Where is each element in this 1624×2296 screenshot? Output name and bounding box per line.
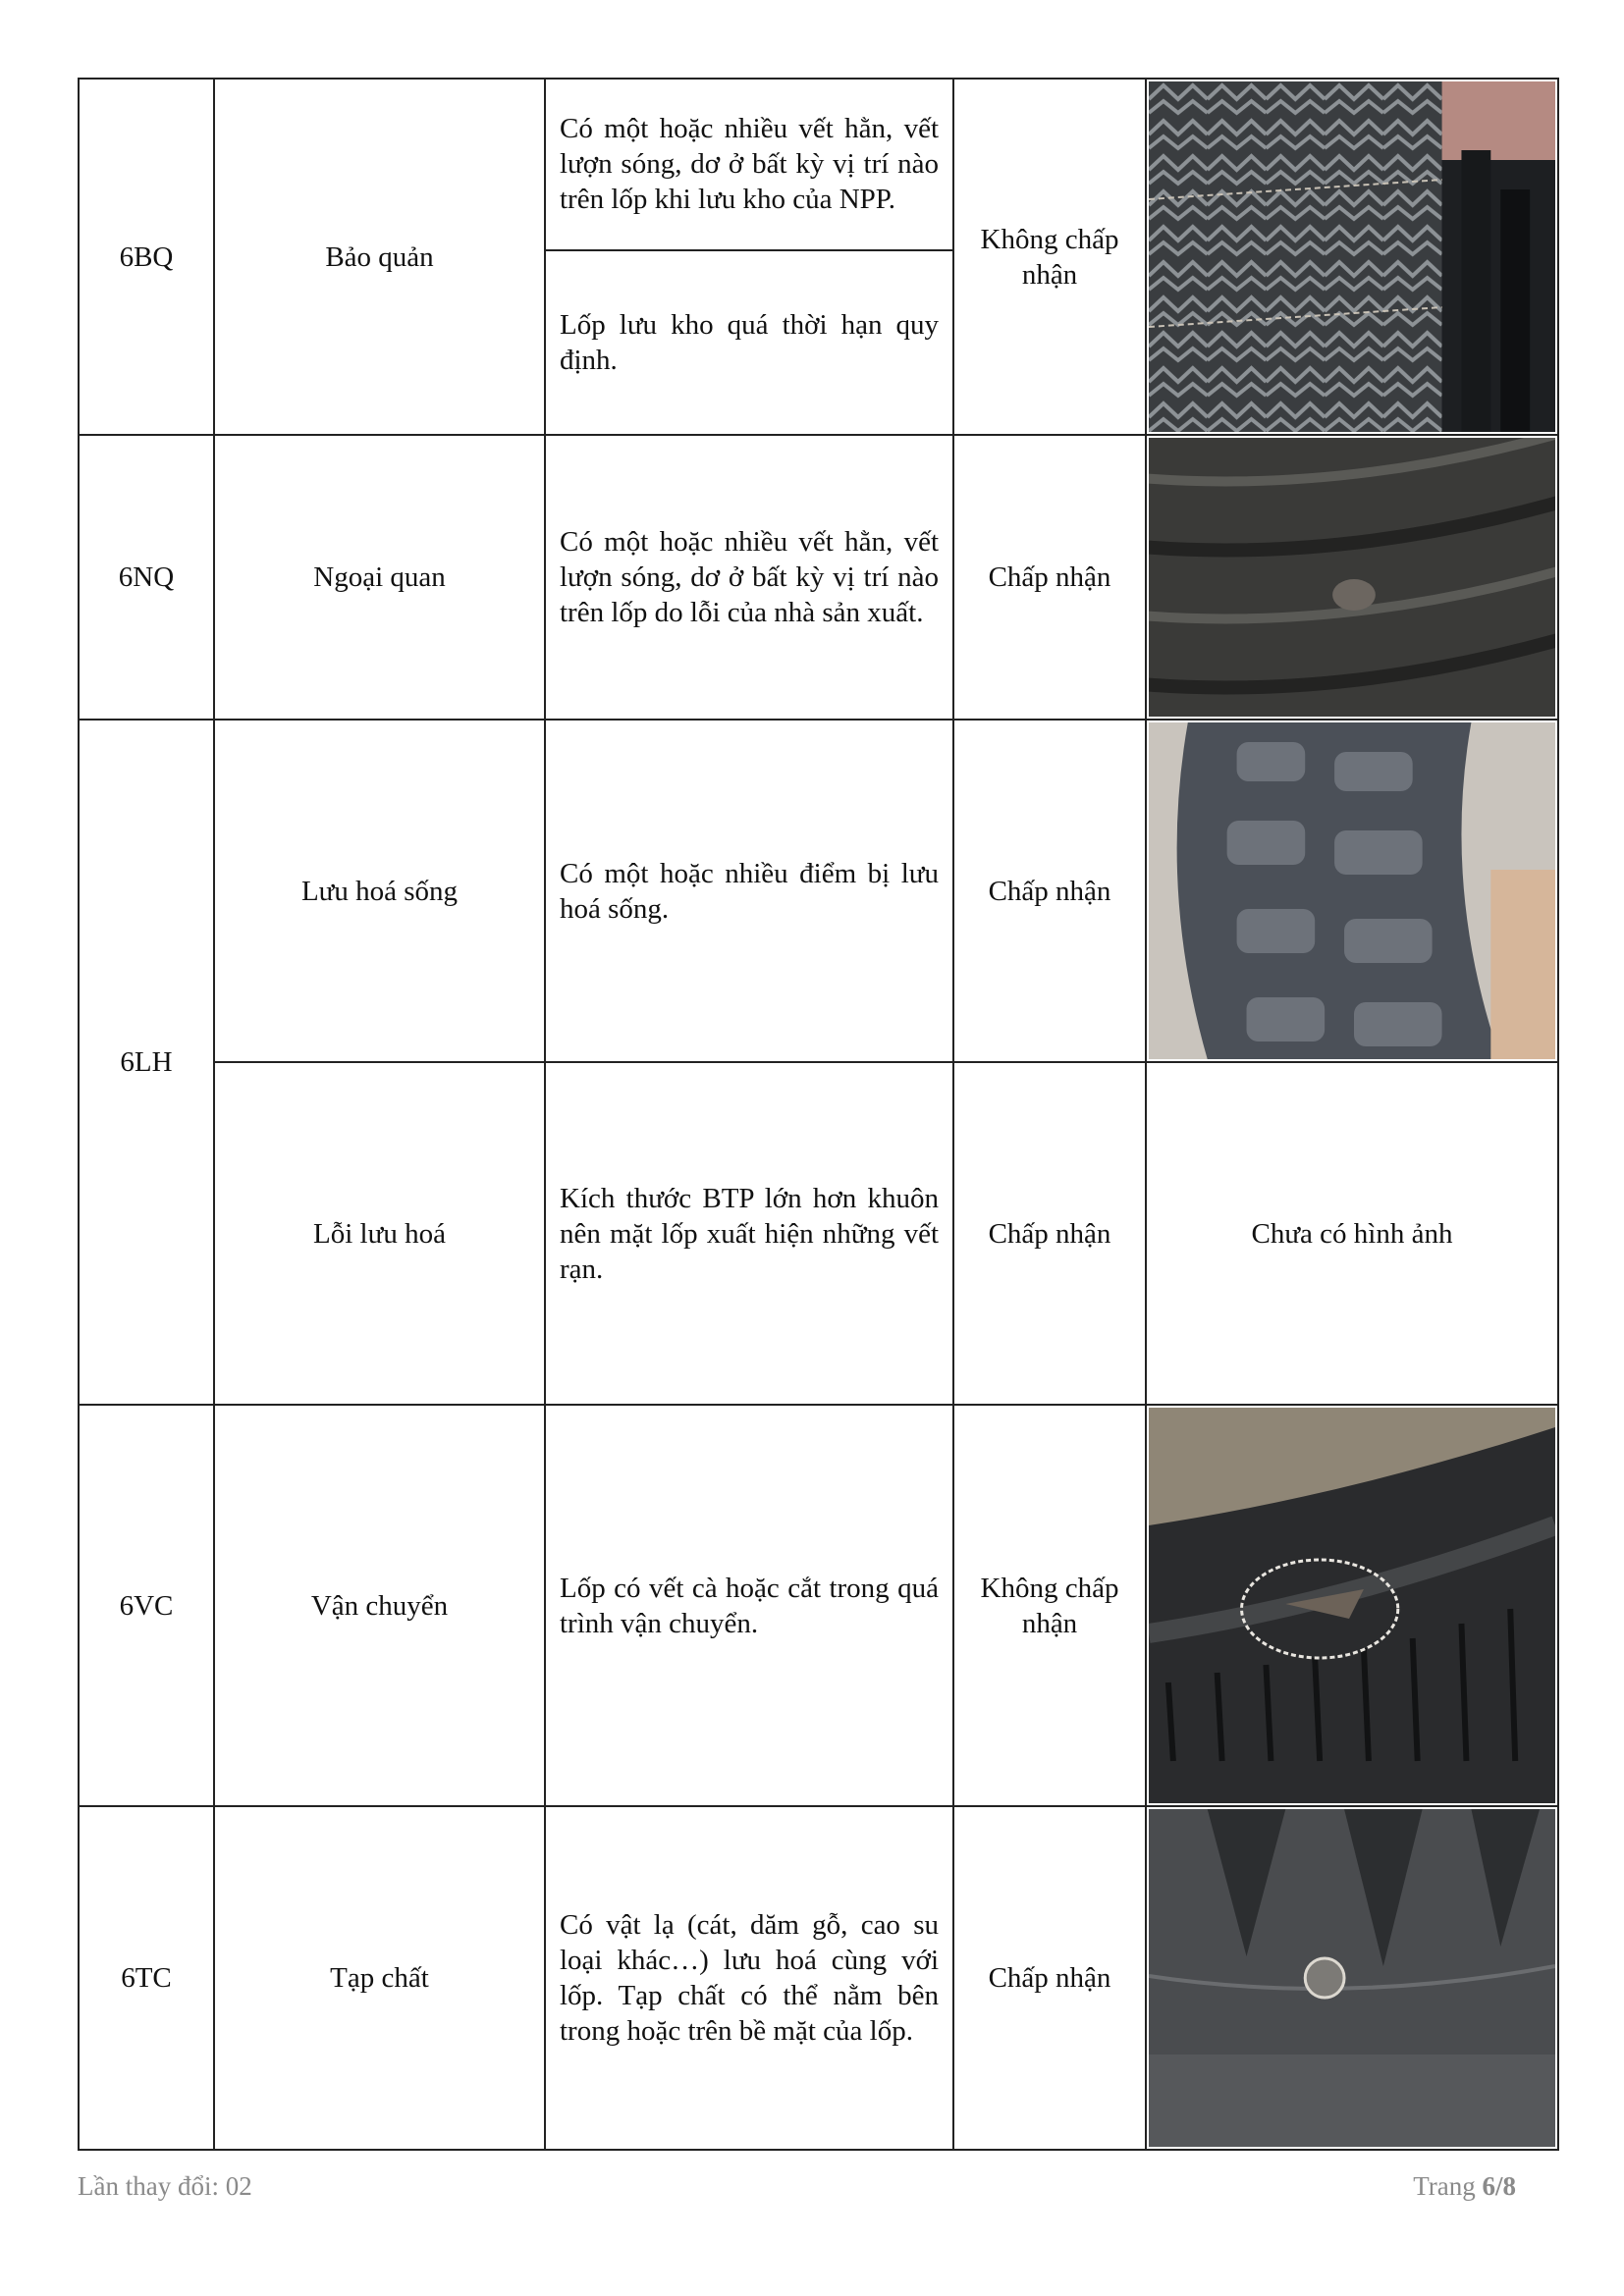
defect-description: Có vật lạ (cát, dăm gỗ, cao su loại khác…) lưu hoá cùng với lốp. Tạp chất có thể nằm bên trong hoặc trên bề mặt của lốp. [545,1806,953,2150]
page-prefix: Trang [1413,2171,1476,2201]
photo-cell [1146,1806,1558,2150]
defect-status: Chấp nhận [953,435,1146,720]
tire-stack-photo [1149,81,1555,432]
defect-category: Lỗi lưu hoá [214,1062,545,1405]
table-row [79,1062,1558,1405]
table-row [79,435,1558,720]
defect-code: 6NQ [79,435,214,720]
photo-cell [1146,1405,1558,1806]
defect-description: Lốp có vết cà hoặc cắt trong quá trình vận chuyển. [545,1405,953,1806]
defect-category: Vận chuyển [214,1405,545,1806]
defect-code: 6TC [79,1806,214,2150]
photo-cell [1146,435,1558,720]
table-row [79,79,1558,250]
defect-status: Chấp nhận [953,1806,1146,2150]
defect-status: Không chấp nhận [953,79,1146,435]
defect-category: Tạp chất [214,1806,545,2150]
defect-description: Có một hoặc nhiều vết hằn, vết lượn sóng, dơ ở bất kỳ vị trí nào trên lốp khi lưu kho của NPP. [545,79,953,250]
page-number [1413,2171,1516,2202]
table-row [79,720,1558,1062]
defect-description: Có một hoặc nhiều điểm bị lưu hoá sống. [545,720,953,1062]
defect-description: Có một hoặc nhiều vết hằn, vết lượn sóng, dơ ở bất kỳ vị trí nào trên lốp do lỗi của nhà sản xuất. [545,435,953,720]
defect-status: Không chấp nhận [953,1405,1146,1806]
defect-category: Lưu hoá sống [214,720,545,1062]
defect-status: Chấp nhận [953,720,1146,1062]
table-row [79,1405,1558,1806]
defect-category: Ngoại quan [214,435,545,720]
defect-code: 6LH [79,720,214,1405]
table-row [79,1806,1558,2150]
defect-description: Kích thước BTP lớn hơn khuôn nên mặt lốp xuất hiện những vết rạn. [545,1062,953,1405]
defect-category: Bảo quản [214,79,545,435]
no-image-text: Chưa có hình ảnh [1146,1062,1558,1405]
revision-label: Lần thay đổi: 02 [78,2171,252,2201]
tire-contaminant-photo [1149,1809,1555,2147]
defect-code: 6VC [79,1405,214,1806]
photo-cell [1146,79,1558,435]
page-number-value: 6/8 [1482,2171,1516,2201]
tire-tread-photo [1149,722,1555,1059]
defect-description: Lốp lưu kho quá thời hạn quy định. [545,250,953,435]
defect-table [78,78,1559,2151]
tire-cut-photo [1149,1408,1555,1803]
photo-cell [1146,720,1558,1062]
defect-code: 6BQ [79,79,214,435]
defect-status: Chấp nhận [953,1062,1146,1405]
tire-surface-photo [1149,438,1555,717]
